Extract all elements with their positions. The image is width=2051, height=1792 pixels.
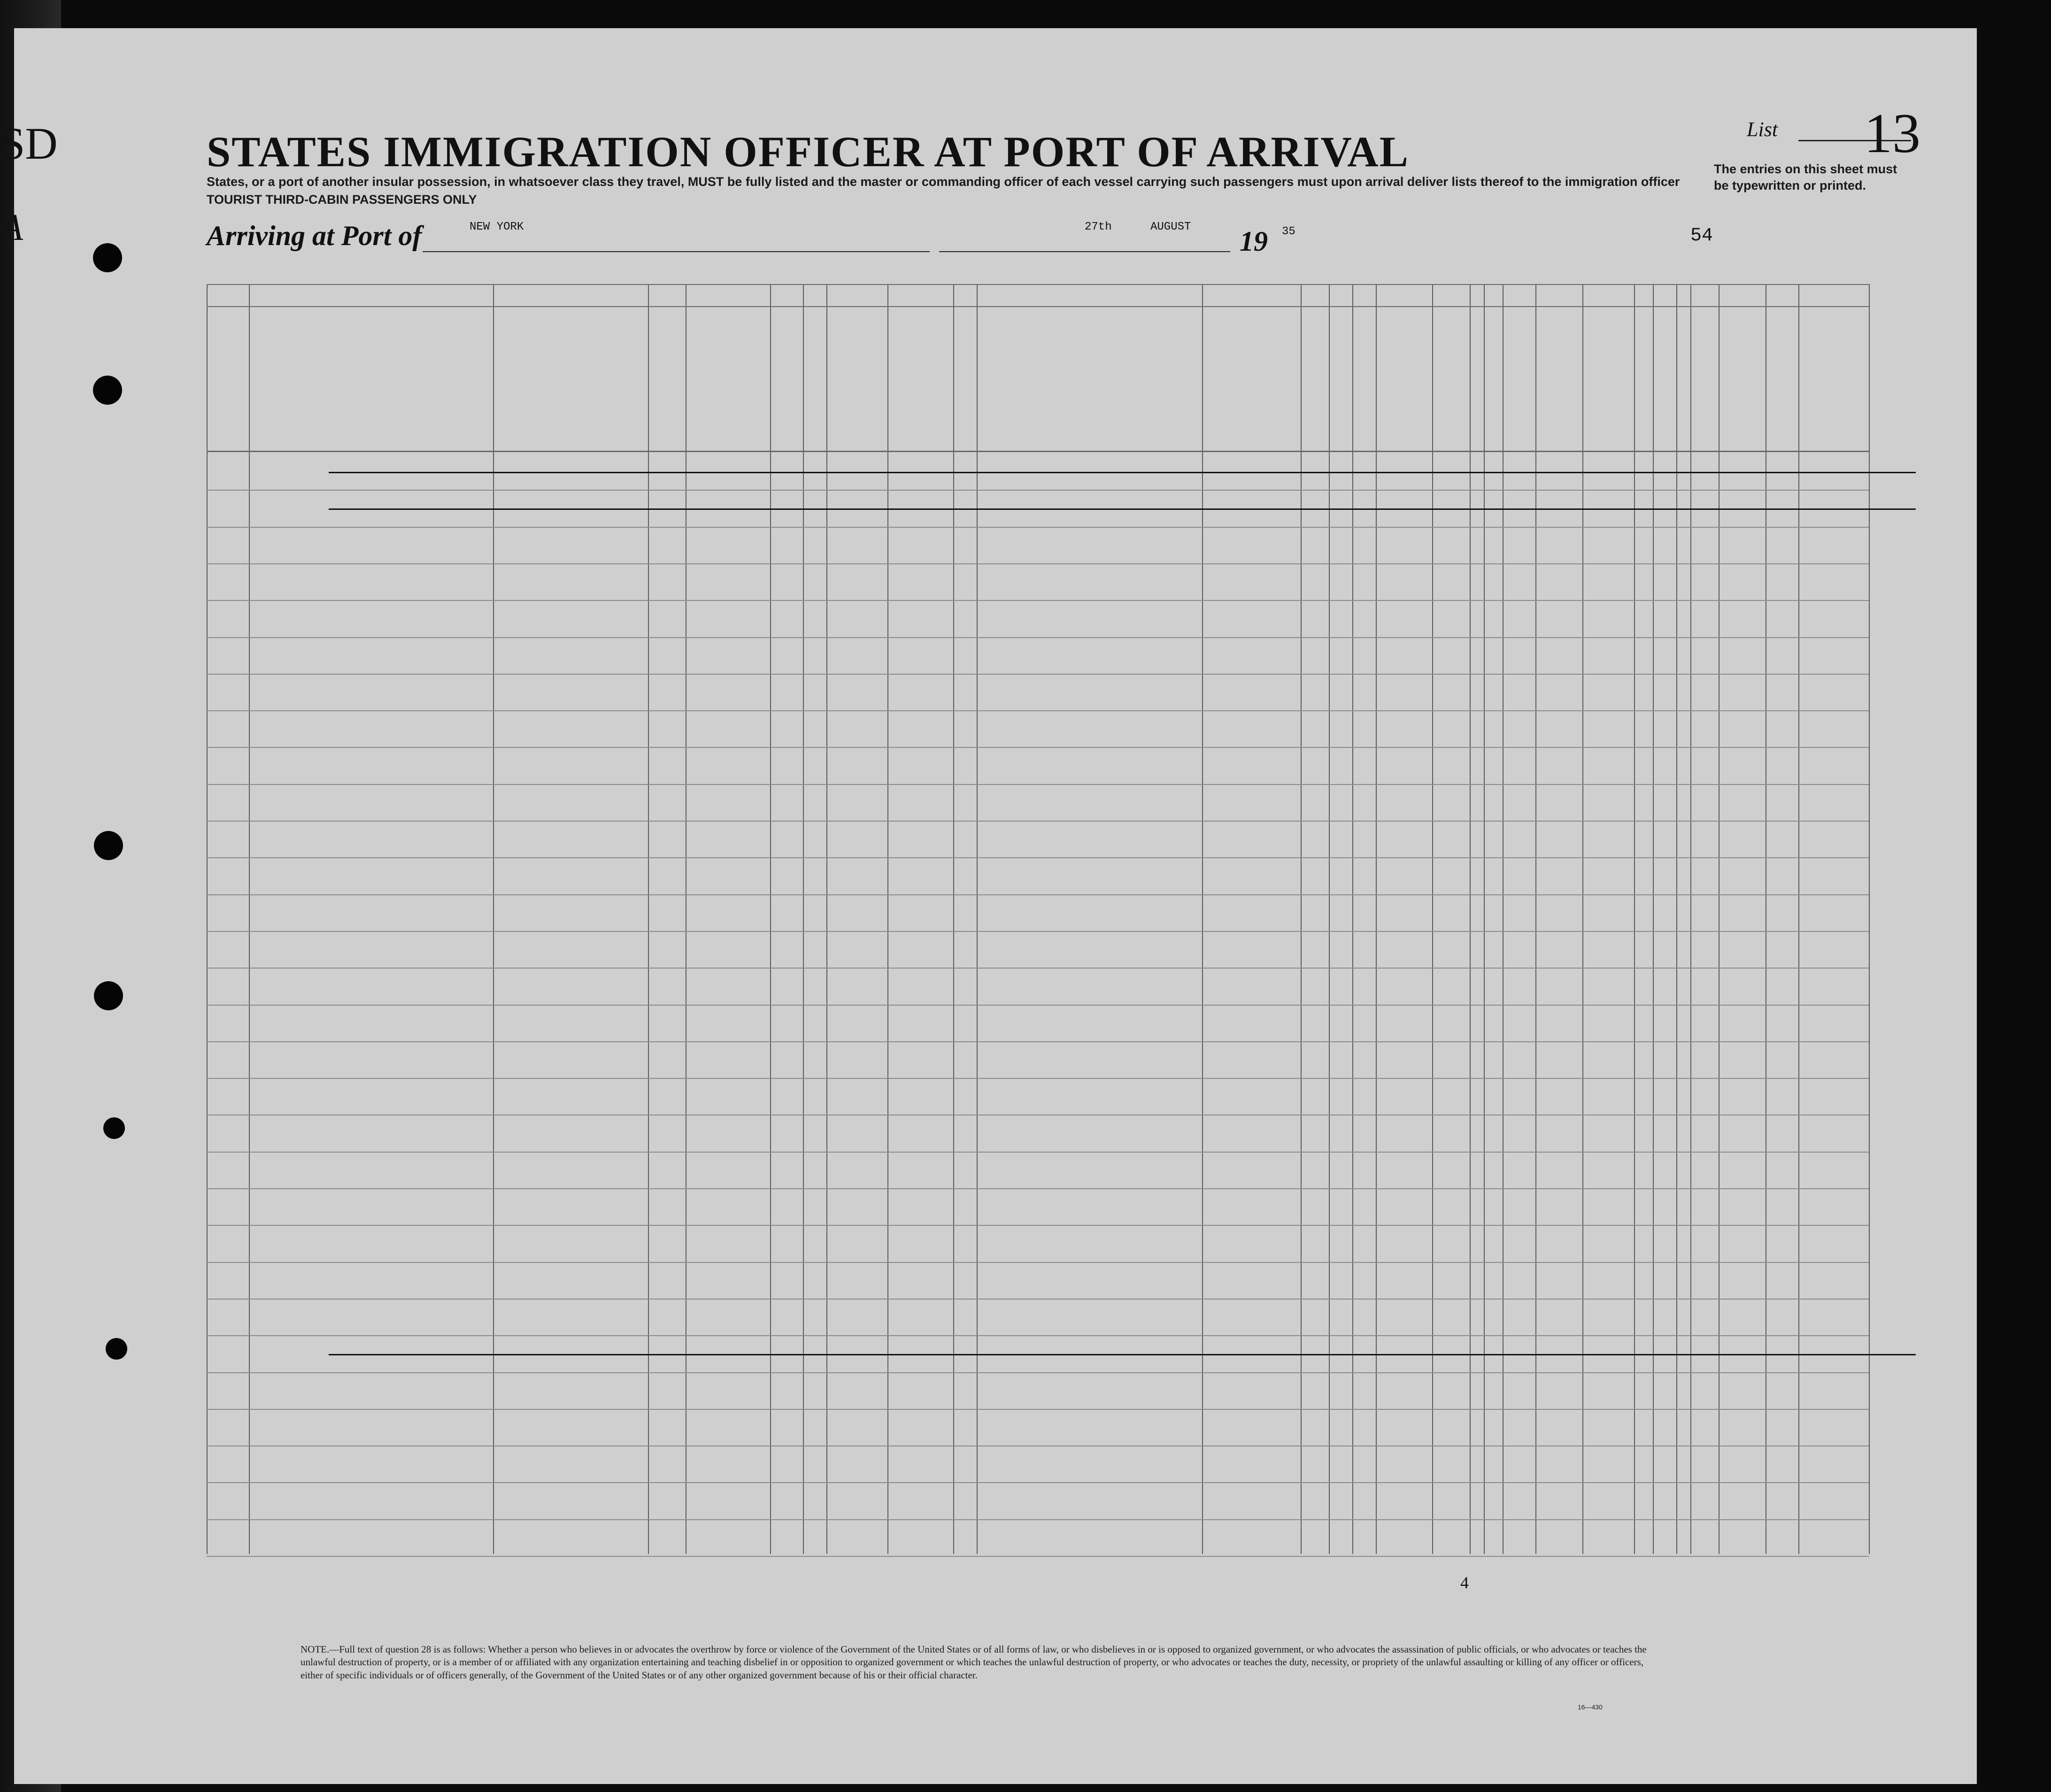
grid-line <box>249 284 250 1554</box>
punch-hole <box>93 376 122 405</box>
grid-line <box>1432 284 1433 1554</box>
grid-line <box>1653 284 1654 1554</box>
list-number: 13 <box>1864 102 1920 164</box>
grid-line <box>207 1409 1869 1410</box>
entries-note: The entries on this sheet must <box>1714 162 1897 176</box>
grid-line <box>1634 284 1635 1554</box>
grid-line <box>977 284 978 1554</box>
grid-line <box>207 1188 1869 1189</box>
punch-hole <box>106 1338 127 1360</box>
grid-line <box>1301 284 1302 1554</box>
grid-line <box>207 968 1869 969</box>
grid-line <box>1484 284 1485 1554</box>
date-underline <box>939 251 1230 252</box>
month-field: AUGUST <box>1150 221 1191 233</box>
grid-line <box>207 1262 1869 1263</box>
grid-line <box>953 284 954 1554</box>
grid-line <box>207 1152 1869 1153</box>
grid-line <box>1352 284 1353 1554</box>
grid-line <box>1202 284 1203 1554</box>
left-edge-fragment: A <box>0 207 23 248</box>
day-field: 27th <box>1085 221 1112 233</box>
punch-hole <box>94 831 123 860</box>
grid-line <box>207 1225 1869 1226</box>
manifest-sheet <box>14 28 1977 1784</box>
left-edge-fragment: SD <box>0 118 58 169</box>
grid-line <box>1676 284 1677 1554</box>
grid-line <box>207 527 1869 528</box>
grid-line <box>207 1041 1869 1042</box>
list-label: List <box>1747 118 1778 141</box>
grid-line <box>207 1556 1869 1557</box>
grid-line <box>493 284 494 1554</box>
page-number: 54 <box>1690 225 1713 246</box>
grid-line <box>826 284 827 1554</box>
grid-line <box>207 1372 1869 1373</box>
grid-line <box>207 1299 1869 1300</box>
grid-line <box>648 284 649 1554</box>
grid-line <box>1869 284 1870 1554</box>
grid-line <box>207 490 1869 491</box>
entries-note: be typewritten or printed. <box>1714 178 1866 192</box>
grid-line <box>1535 284 1536 1554</box>
grid-line <box>770 284 771 1554</box>
strike-line <box>329 508 1916 510</box>
grid-line <box>1329 284 1330 1554</box>
grid-line <box>207 821 1869 822</box>
grid-line <box>207 306 1869 307</box>
punch-hole <box>93 243 122 272</box>
punch-hole <box>94 981 123 1010</box>
grid-line <box>1798 284 1799 1554</box>
grid-line <box>207 637 1869 638</box>
strike-line <box>329 472 1916 473</box>
grid-line <box>207 674 1869 675</box>
footnote: NOTE.—Full text of question 28 is as follows: Whether a person who believes in or advocates the overthrow by force or violence of the Government of the United States or of all forms of law, or who disbelieves in or is opposed to organized government, or who advocates the assassination of public officials, or who advocates or teaches the unlawful destruction of property, or is a member of or affiliated with any organization entertaining and teaching disbelief in or opposition to organized government or which teaches the unlawful destruction of property, or who advocates or teaches the duty, necessity, or propriety of the unlawful assaulting or killing of any officer or officers, either of specific individuals or of officers generally, of the Government of the United States or of any other organized government because of his or their official character. <box>301 1644 1647 1681</box>
grid-line <box>207 710 1869 711</box>
year-suffix: 35 <box>1282 225 1295 238</box>
stray-mark: 4 <box>1460 1573 1469 1592</box>
grid-line <box>207 931 1869 932</box>
grid-line <box>1470 284 1471 1554</box>
grid-line <box>207 784 1869 785</box>
year-prefix: 19 <box>1240 226 1268 257</box>
strike-line <box>329 1354 1916 1355</box>
grid-line <box>1376 284 1377 1554</box>
grid-line <box>887 284 888 1554</box>
page-title: STATES IMMIGRATION OFFICER AT PORT OF ARRIVAL <box>207 128 1409 176</box>
grid-line <box>207 284 208 1554</box>
form-number: 16—430 <box>1578 1703 1603 1711</box>
grid-line <box>207 600 1869 601</box>
grid-line <box>207 1078 1869 1079</box>
grid-line <box>1503 284 1504 1554</box>
grid-line <box>207 857 1869 858</box>
grid-line <box>207 747 1869 748</box>
grid-line <box>1690 284 1691 1554</box>
grid-line <box>1582 284 1583 1554</box>
grid-line <box>207 1482 1869 1483</box>
subtitle-line: TOURIST THIRD-CABIN PASSENGERS ONLY <box>207 192 477 207</box>
arriving-label: Arriving at Port of <box>207 220 422 251</box>
grid-line <box>207 894 1869 895</box>
grid-line <box>207 1335 1869 1336</box>
port-underline <box>423 251 930 252</box>
grid-line <box>207 563 1869 564</box>
grid-line <box>207 1519 1869 1520</box>
punch-hole <box>103 1117 125 1139</box>
grid-line <box>207 451 1869 452</box>
port-field: NEW YORK <box>470 221 524 233</box>
grid-line <box>803 284 804 1554</box>
grid-line <box>207 1005 1869 1006</box>
grid-line <box>207 284 1869 285</box>
subtitle-line: States, or a port of another insular possession, in whatsoever class they travel, MUST be fully listed and the master or commanding officer of each vessel carrying such passengers must upon arrival deliver lists thereof to the immigration officer <box>207 175 1680 189</box>
